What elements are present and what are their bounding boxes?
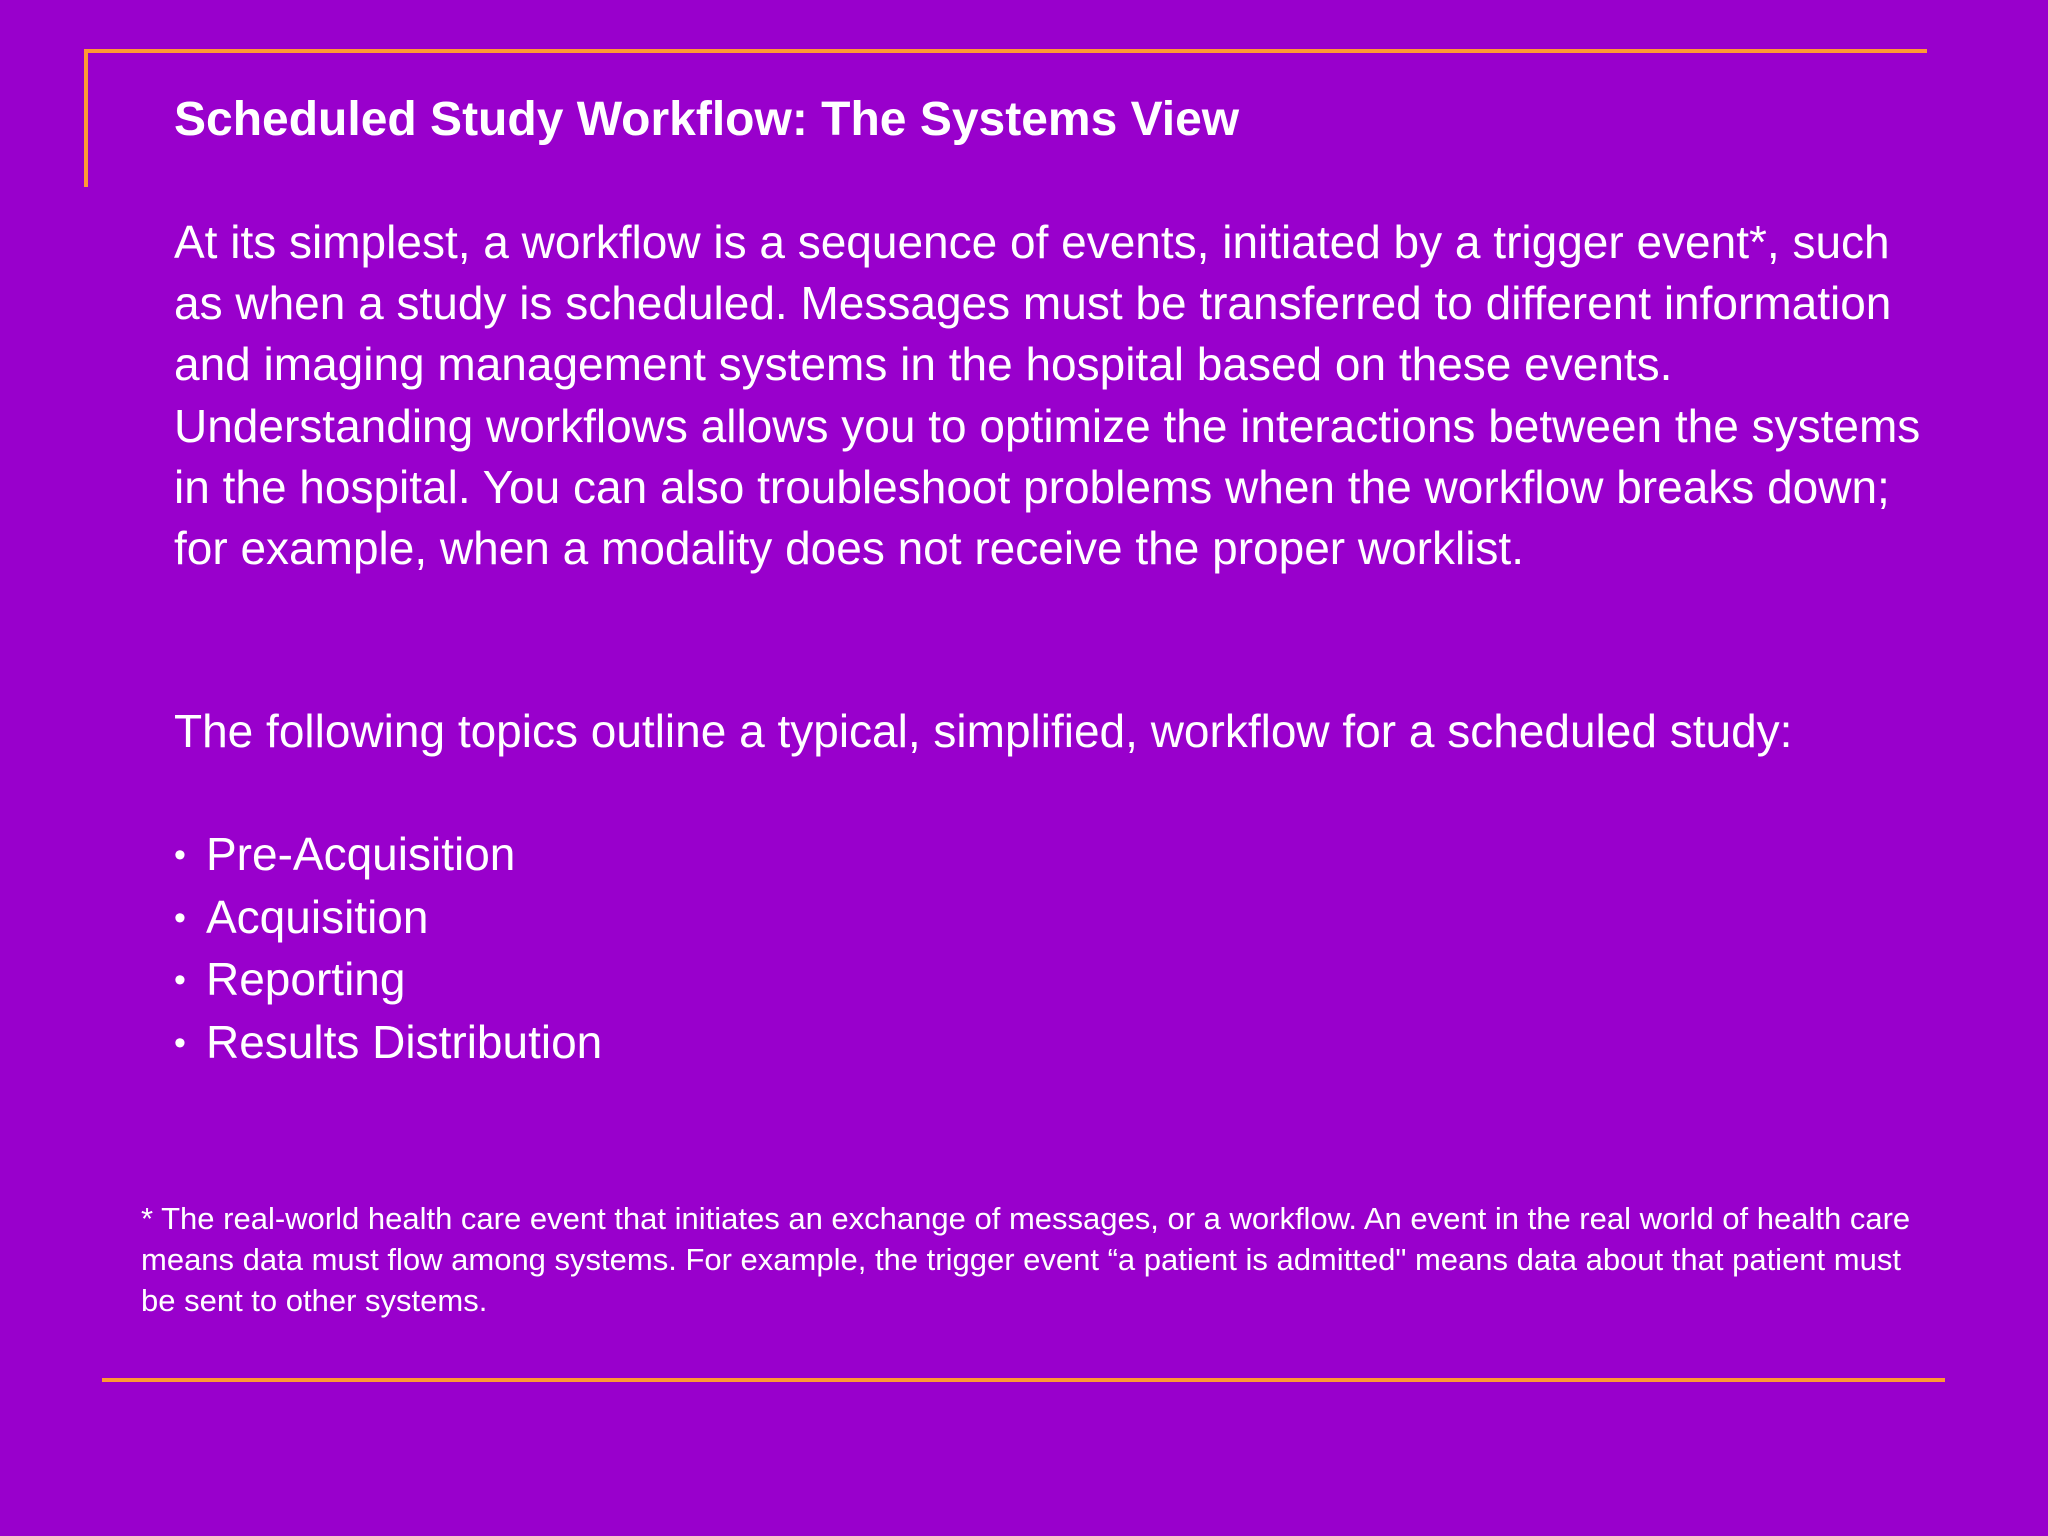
topic-label: Results Distribution — [206, 1015, 603, 1068]
bullet-icon: • — [174, 1023, 186, 1062]
left-accent-line — [84, 49, 88, 187]
top-accent-line — [84, 49, 1927, 53]
bullet-icon: • — [174, 836, 186, 874]
slide-title: Scheduled Study Workflow: The Systems View — [174, 93, 1240, 146]
topic-list — [174, 824, 602, 1074]
list-item — [174, 887, 602, 950]
bottom-accent-line — [102, 1378, 1945, 1382]
body-paragraph: At its simplest, a workflow is a sequence of events, initiated by a trigger event*, such as when a study is scheduled. Messages must be transferred to different information and imaging management systems in the hospital based on these events. Understanding workflows allows you to optimize the interactions between the systems in the hospital. You can also troubleshoot problems when the workflow breaks down; for example, when a modality does not receive the proper worklist. — [174, 216, 1921, 575]
footnote: * The real-world health care event that initiates an exchange of messages, or a workflow. An event in the real world of health care means data must flow among systems. For example, the trigger event “a patient is admitted" means data about that patient must be sent to other systems. — [141, 1201, 1911, 1318]
topic-label: Reporting — [206, 953, 406, 1006]
list-item — [174, 949, 602, 1012]
topic-label: Pre-Acquisition — [206, 828, 516, 880]
list-item — [174, 1012, 602, 1075]
bullet-icon: • — [174, 961, 186, 1000]
topics-intro: The following topics outline a typical, simplified, workflow for a scheduled study: — [174, 705, 1793, 757]
list-item — [174, 824, 602, 887]
bullet-icon: • — [174, 898, 186, 937]
topic-label: Acquisition — [206, 890, 429, 943]
